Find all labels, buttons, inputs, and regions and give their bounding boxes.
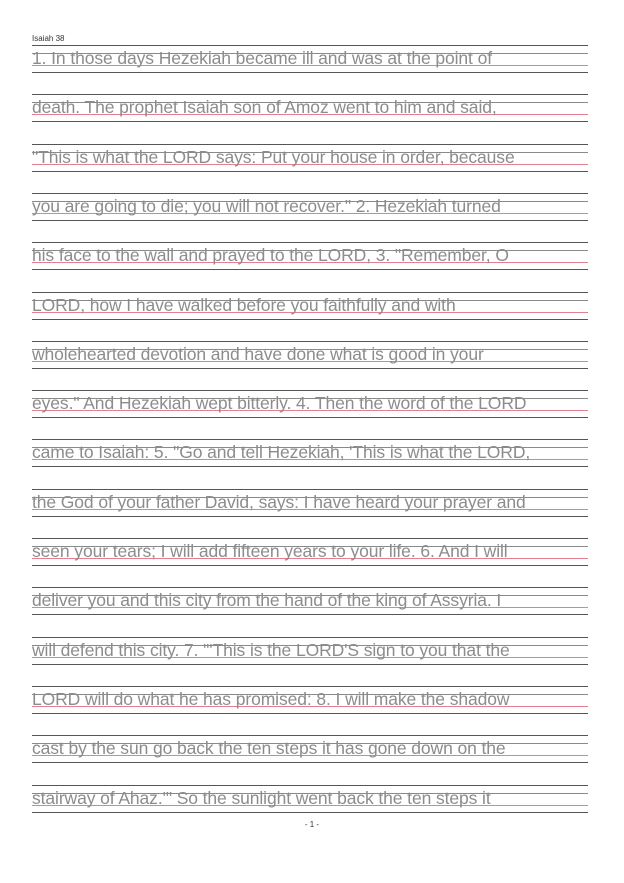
rule-top-guide (32, 439, 588, 440)
page-number: - 1 - (304, 820, 320, 829)
rule-bot-guide (32, 762, 588, 763)
trace-text: stairway of Ahaz.'" So the sunlight went back the ten steps it (32, 787, 491, 808)
practice-line (32, 735, 588, 763)
trace-text: will defend this city. 7. "'This is the LORD'S sign to you that the (32, 639, 510, 660)
practice-line (32, 193, 588, 221)
rule-top-guide (32, 94, 588, 95)
rule-bot-guide (32, 466, 588, 467)
practice-line (32, 785, 588, 813)
trace-text: deliver you and this city from the hand of the king of Assyria. I (32, 590, 502, 611)
trace-text: wholehearted devotion and have done what is good in your (32, 343, 484, 364)
rule-bot-guide (32, 516, 588, 517)
rule-top-guide (32, 538, 588, 539)
rule-bot-guide (32, 269, 588, 270)
practice-line (32, 390, 588, 418)
trace-text: LORD will do what he has promised: 8. I will make the shadow (32, 688, 510, 709)
trace-text: "This is what the LORD says: Put your house in order, because (32, 146, 515, 167)
trace-text: eyes." And Hezekiah wept bitterly. 4. Then the word of the LORD (32, 393, 527, 414)
rule-top-guide (32, 45, 588, 46)
rule-bot-guide (32, 664, 588, 665)
practice-line (32, 686, 588, 714)
practice-line (32, 637, 588, 665)
rule-top-guide (32, 735, 588, 736)
rule-bot-guide (32, 72, 588, 73)
rule-bot-guide (32, 220, 588, 221)
practice-line (32, 439, 588, 467)
practice-line (32, 292, 588, 320)
rule-bot-guide (32, 614, 588, 615)
trace-text: came to Isaiah: 5. "Go and tell Hezekiah, 'This is what the LORD, (32, 442, 531, 463)
rule-bot-guide (32, 121, 588, 122)
practice-line (32, 45, 588, 73)
rule-top-guide (32, 144, 588, 145)
rule-top-guide (32, 686, 588, 687)
practice-line (32, 489, 588, 517)
rule-bot-guide (32, 565, 588, 566)
rule-bot-guide (32, 417, 588, 418)
rule-top-guide (32, 637, 588, 638)
trace-text: 1. In those days Hezekiah became ill and was at the point of (32, 48, 492, 68)
trace-text: his face to the wall and prayed to the LORD, 3. "Remember, O (32, 245, 509, 266)
page-header-title: Isaiah 38 (32, 34, 65, 43)
practice-line (32, 94, 588, 122)
practice-line (32, 587, 588, 615)
rule-top-guide (32, 785, 588, 786)
practice-line (32, 538, 588, 566)
rule-bot-guide (32, 713, 588, 714)
rule-bot-guide (32, 368, 588, 369)
rule-bot-guide (32, 319, 588, 320)
practice-line (32, 341, 588, 369)
practice-line (32, 144, 588, 172)
rule-top-guide (32, 587, 588, 588)
rule-bot-guide (32, 171, 588, 172)
trace-text: LORD, how I have walked before you faithfully and with (32, 294, 456, 315)
rule-top-guide (32, 292, 588, 293)
trace-text: cast by the sun go back the ten steps it has gone down on the (32, 738, 506, 759)
trace-text: the God of your father David, says: I have heard your prayer and (32, 491, 526, 512)
rule-top-guide (32, 390, 588, 391)
practice-line (32, 242, 588, 270)
rule-top-guide (32, 242, 588, 243)
rule-top-guide (32, 489, 588, 490)
rule-top-guide (32, 341, 588, 342)
trace-text: you are going to die; you will not recover." 2. Hezekiah turned (32, 195, 501, 216)
rule-top-guide (32, 193, 588, 194)
rule-bot-guide (32, 812, 588, 813)
trace-text: death. The prophet Isaiah son of Amoz went to him and said, (32, 97, 497, 118)
trace-text: seen your tears; I will add fifteen years to your life. 6. And I will (32, 541, 508, 561)
